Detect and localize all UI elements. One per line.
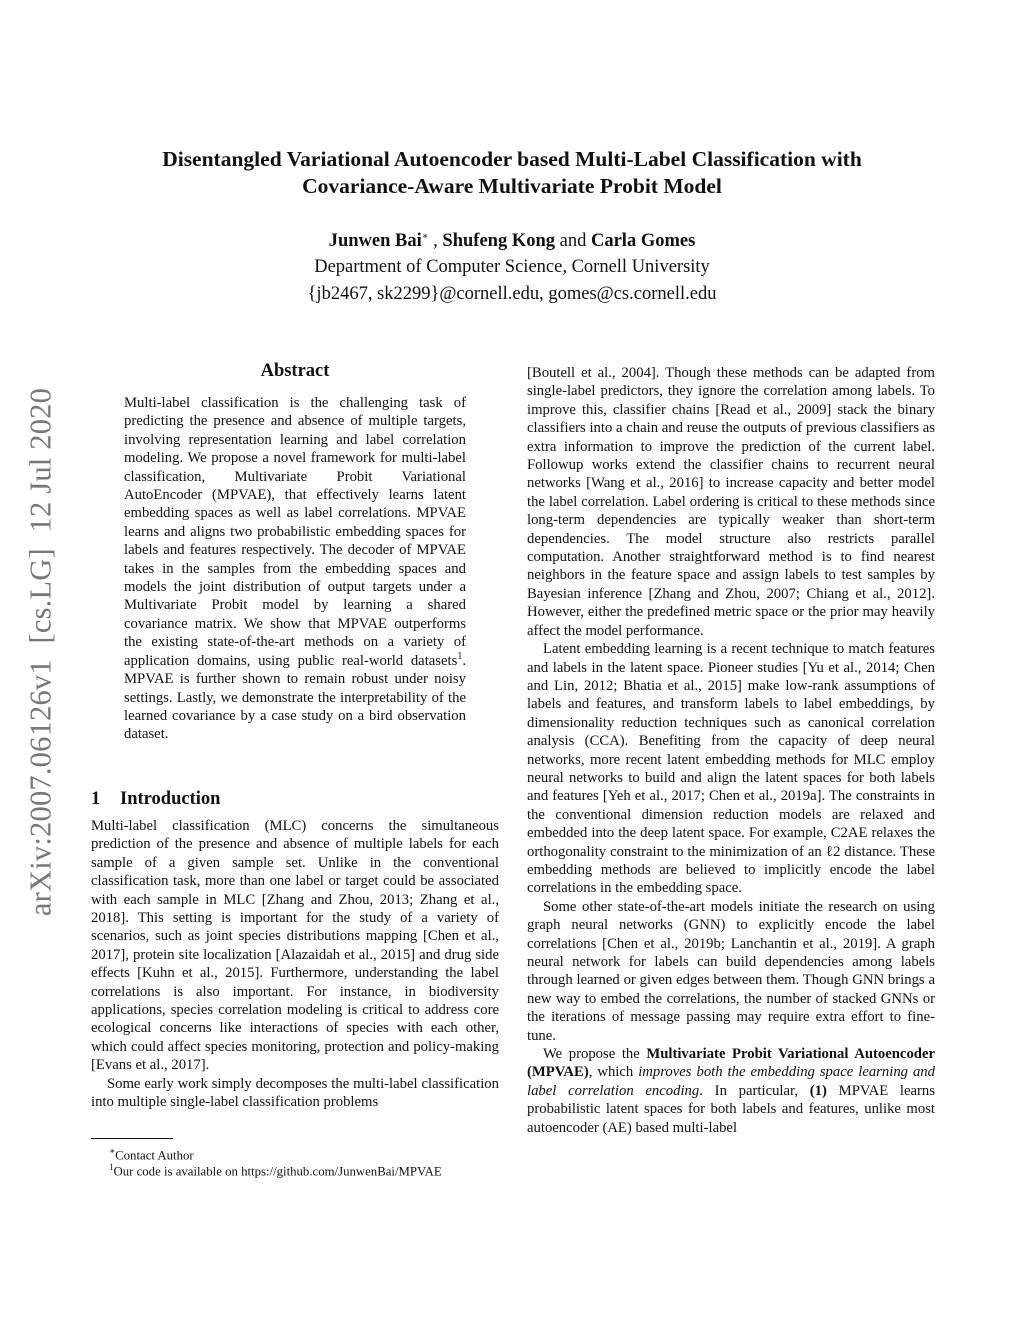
intro-paragraph-2: Some early work simply decomposes the multi-label classification into multiple single-label classification problems [91,1075,499,1111]
arxiv-watermark [24,388,59,916]
text-run: . In particular, [699,1082,810,1099]
right-paragraph-4 [527,1045,935,1137]
author-emails: {jb2467, sk2299}@cornell.edu, gomes@cs.cornell.edu [307,284,717,304]
abstract-text-end: . MPVAE is further shown to remain robust under noisy settings. Lastly, we demonstrate the interpretability of the learned covariance by a case study on a bird observation dataset. [124,652,466,743]
footnote-text: Our code is available on https://github.com/JunwenBai/MPVAE [113,1164,442,1179]
footnote-rule [91,1138,173,1139]
author-name: Shufeng Kong [442,231,556,251]
abstract-text: Multi-label classification is the challenging task of predicting the presence and absence of multiple targets, involving representation learning and label correlation modeling. We propose a novel framework for multi-label classification, Multivariate Probit Variational AutoEncoder (MPVAE), that effectively learns latent embedding spaces as well as label correlations. MPVAE learns and aligns two probabilistic embedding spaces for labels and features respectively. The decoder of MPVAE takes in the samples from the embedding spaces and models the joint distribution of output targets under a Multivariate Probit model by learning a shared covariance matrix. We show that MPVAE outperforms the existing state-of-the-art methods on a variety of application domains, using public real-world datasets [124,395,466,669]
author-mark: ∗ [421,230,429,242]
section-number: 1 [91,789,101,809]
title-line-2: Covariance-Aware Multivariate Probit Model [302,174,722,198]
paper-title [90,146,934,200]
footnote-mark: 1 [109,1162,114,1172]
right-column-body [527,364,935,1137]
right-paragraph-2: Latent embedding learning is a recent technique to match features and labels in the latent space. Pioneer studies [Yu et al., 2014; Chen and Lin, 2012; Bhatia et al., 2015] make low-rank assumptions of labels and features, and transform labels to label embeddings, by dimensionality reduction techniques such as canonical correlation analysis (CCA). Benefiting from the capacity of deep neural networks, more recent latent embedding methods for MLC employ neural networks to build and align the latent spaces for both labels and features [Yeh et al., 2017; Chen et al., 2019a]. The constraints in the conventional dimension reduction models are relaxed and embedded into the deep latent space. For example, C2AE relaxes the orthogonality constraint to the minimization of an ℓ2 distance. These embedding methods are believed to implicitly encode the label correlations in the embedding space. [527,641,935,897]
enum-marker: (1) [809,1082,827,1099]
intro-paragraph-1: Multi-label classification (MLC) concerns the simultaneous prediction of the presence and absence of multiple labels for each sample of a given sample set. Unlike in the conventional classification task, more than one label or target could be associated with each sample in MLC [Zhang and Zhou, 2013; Zhang et al., 2018]. This setting is important for the study of a variety of scenarios, such as joint species distributions mapping [Chen et al., 2017], protein site localization [Alazaidah et al., 2015] and drug side effects [Kuhn et al., 2015]. Furthermore, understanding the label correlations is also important. For instance, in biodiversity applications, species correlation modeling is critical to address core ecological concerns like interactions of species with each other, which could affect species monitoring, protection and policy-making [Evans et al., 2017]. [91,818,499,1074]
arxiv-id: arXiv:2007.06126v1 [cs.LG] 12 Jul 2020 [23,387,58,917]
right-paragraph-1: [Boutell et al., 2004]. Though these methods can be adapted from single-label predictors, they ignore the correlation among labels. To improve this, classifier chains [Read et al., 2009] stack the binary classifiers into a chain and reuse the outputs of previous classifiers as extra information to improve the prediction of the current label. Followup works extend the classifier chains to recurrent neural networks [Wang et al., 2016] to increase capacity and better model the label correlation. Label ordering is critical to these methods since long-term dependencies are typically weaker than short-term dependencies. The model structure also restricts parallel computation. Another straightforward method is to find nearest neighbors in the feature space and assign labels to test samples by Bayesian inference [Zhang and Zhou, 2007; Chiang et al., 2012]. However, either the predefined metric space or the prior may heavily affect the model performance. [527,365,935,639]
footnote-2 [91,1159,539,1179]
author-name: Junwen Bai [328,231,422,251]
text-run: We propose the [543,1046,647,1063]
text-run: , which [588,1064,639,1081]
footnote-text: Contact Author [115,1148,194,1163]
abstract-body [124,394,466,744]
footnote-mark: ∗ [109,1146,116,1156]
affiliation: Department of Computer Science, Cornell University [314,257,710,277]
section-title: Introduction [120,789,221,809]
author-conjunction: and [555,231,591,251]
emphasis: improves both the embedding space learning and label correlation encoding [527,1064,935,1099]
text-run: MPVAE learns probabilistic latent spaces for both labels and features, unlike most autoencoder (AE) based multi-label [527,1082,935,1136]
abstract-heading: Abstract [260,361,330,381]
right-paragraph-3: Some other state-of-the-art models initiate the research on using graph neural networks (GNN) to explicitly encode the label correlations [Chen et al., 2019b; Lanchantin et al., 2019]. A graph neural network for labels can build dependencies among labels through learned or given edges between them. Though GNN brings a new way to embed the correlations, the number of stacked GNNs or the iterations of message passing may require extra effort to fine-tune. [527,898,935,1044]
model-name: Multivariate Probit Variational Autoencoder (MPVAE) [527,1046,936,1081]
footnote-ref: 1 [457,650,463,662]
author-separator: , [428,231,443,251]
author-name: Carla Gomes [590,231,696,251]
author-list [90,229,934,253]
title-line-1: Disentangled Variational Autoencoder based Multi-Label Classification with [162,147,862,171]
introduction-heading [91,789,220,810]
introduction-body [91,817,499,1112]
abstract-paragraph [124,394,466,744]
